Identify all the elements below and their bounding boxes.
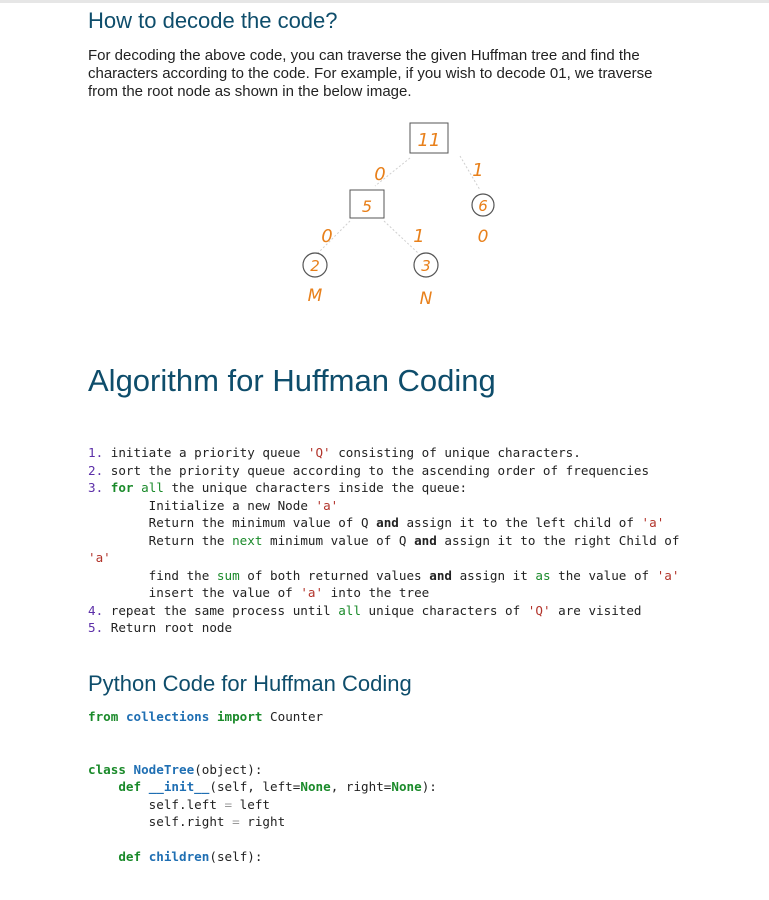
decode-paragraph bbox=[88, 47, 728, 101]
paragraph-line: For decoding the above code, you can traverse the given Huffman tree and find the bbox=[88, 47, 640, 64]
step-2: 2. sort the priority queue according to the ascending order of frequencies bbox=[88, 462, 650, 478]
leaf-m-char: M bbox=[307, 286, 323, 306]
paragraph-line: from the root node as shown in the below image. bbox=[88, 83, 412, 100]
step-3-line-initialize: Initialize a new Node 'a' bbox=[148, 497, 339, 513]
step-4: 4. repeat the same process until all unique characters of 'Q' are visited bbox=[88, 602, 642, 618]
root-left-edge-label: 0 bbox=[374, 164, 386, 185]
paragraph-line: characters according to the code. For example, if you wish to decode 01, we traverse bbox=[88, 65, 653, 82]
heading-algorithm: Algorithm for Huffman Coding bbox=[88, 363, 496, 398]
code-line-init: def __init__(self, left=None, right=None): bbox=[118, 779, 437, 794]
step-3-line-insert: insert the value of 'a' into the tree bbox=[148, 585, 430, 600]
leaf-n-char: N bbox=[419, 289, 433, 309]
leaf-6-char: 0 bbox=[477, 227, 489, 247]
code-line-self-right: self.right = right bbox=[148, 814, 286, 829]
code-line-import: from collections import Counter bbox=[88, 709, 324, 724]
code-line-self-left: self.left = left bbox=[148, 796, 271, 812]
step-5: 5. Return root node bbox=[88, 620, 233, 635]
top-divider bbox=[0, 0, 769, 3]
python-code-block bbox=[88, 708, 437, 866]
inner-left-edge-label: 0 bbox=[321, 226, 333, 247]
code-line-children: def children(self): bbox=[118, 849, 263, 864]
heading-how-to-decode: How to decode the code? bbox=[88, 8, 338, 33]
step-3-line-left: Return the minimum value of Q and assign it to the left child of 'a' bbox=[148, 515, 665, 530]
step-3-line-wrap: 'a' bbox=[88, 550, 111, 565]
step-3-line-sum: find the sum of both returned values and assign it as the value of 'a' bbox=[148, 567, 680, 583]
step-3: 3. for all the unique characters inside the queue: bbox=[88, 480, 468, 495]
step-3-line-right: Return the next minimum value of Q and assign it to the right Child of bbox=[148, 532, 680, 548]
root-right-edge-label: 1 bbox=[472, 160, 484, 181]
leaf-6-value: 6 bbox=[478, 197, 488, 215]
inner-right-edge-label: 1 bbox=[413, 226, 425, 247]
huffman-tree-diagram bbox=[280, 118, 520, 318]
step-1: 1. initiate a priority queue 'Q' consisting of unique characters. bbox=[88, 445, 581, 460]
heading-python-code: Python Code for Huffman Coding bbox=[88, 671, 412, 696]
leaf-m-value: 2 bbox=[310, 257, 320, 275]
inner-node-value: 5 bbox=[361, 197, 373, 216]
root-node-value: 11 bbox=[417, 130, 441, 151]
code-line-class: class NodeTree(object): bbox=[88, 761, 263, 777]
leaf-n-value: 3 bbox=[421, 257, 431, 275]
algorithm-code-block bbox=[88, 444, 679, 637]
